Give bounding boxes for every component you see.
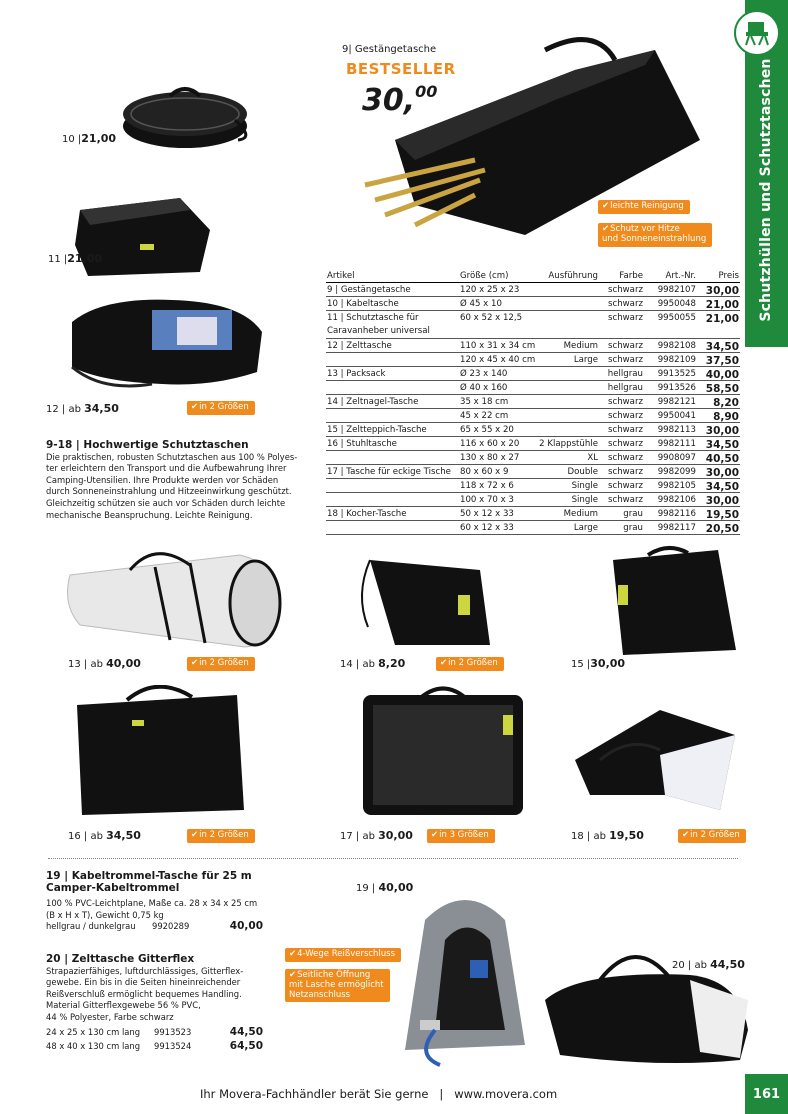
table-cell-aus: Large: [573, 523, 598, 533]
table-cell-farbe: schwarz: [608, 495, 643, 505]
table-cell-preis: 30,00: [705, 467, 739, 479]
table-cell-aus: Double: [567, 467, 598, 477]
table-cell-preis: 19,50: [705, 509, 739, 521]
badge-2-sizes: ✔in 2 Größen: [436, 657, 504, 671]
variant-price: 44,50: [229, 1025, 263, 1038]
table-cell-aus: Large: [573, 355, 598, 365]
product-image-table-bag: [358, 685, 528, 820]
table-cell-preis: 34,50: [705, 341, 739, 353]
table-cell-preis: 40,00: [705, 369, 739, 381]
table-row: [326, 507, 740, 521]
table-cell-nr: 9950041: [657, 411, 696, 421]
table-header: Ausführung: [548, 271, 598, 281]
table-cell-size: 65 x 55 x 20: [460, 425, 514, 435]
table-header: Artikel: [327, 271, 355, 281]
section-line: Camping-Utensilien. Ihre Produkte werden vor Schäden: [46, 474, 279, 485]
product-16-label: 16 | ab 34,50: [68, 829, 141, 842]
table-cell-nr: 9982121: [657, 397, 696, 407]
product-image-peg-bag: [350, 555, 495, 650]
badge-2-sizes: ✔in 2 Größen: [187, 657, 255, 671]
table-cell-size: Ø 45 x 10: [460, 299, 502, 309]
table-cell-aus: Medium: [563, 341, 598, 351]
featured-label: 9| Gestängetasche: [342, 44, 437, 55]
table-header: Preis: [718, 271, 739, 281]
product-10-label: 10 |21,00: [62, 132, 117, 145]
section-line: durch Sonneneinstrahlung und Hitzeeinwirkung geschützt.: [46, 486, 292, 497]
product-18-label: 18 | ab 19,50: [571, 829, 644, 842]
variant-nr: 9913524: [154, 1040, 192, 1051]
product-image-cable-drum-bag: [395, 880, 535, 1070]
table-cell-farbe: grau: [623, 523, 643, 533]
table-cell-art: 12 | Zelttasche: [327, 341, 392, 351]
table-cell-preis: 21,00: [705, 313, 739, 325]
table-cell-art: 17 | Tasche für eckige Tische: [327, 467, 451, 477]
table-cell-farbe: schwarz: [608, 397, 643, 407]
badge-2-sizes: ✔in 2 Größen: [678, 829, 746, 843]
table-cell-art: 16 | Stuhltasche: [327, 439, 397, 449]
table-cell-farbe: schwarz: [608, 341, 643, 351]
table-cell-nr: 9982099: [657, 467, 696, 477]
cable-bag-line: 100 % PVC-Leichtplane, Maße ca. 28 x 34 x 25 cm: [46, 898, 258, 909]
table-cell-nr: 9950048: [657, 299, 696, 309]
variant-price: 64,50: [229, 1039, 263, 1052]
check-icon: ✔: [289, 949, 297, 959]
table-row: [326, 297, 740, 311]
table-cell-aus: XL: [587, 453, 598, 463]
tent-bag-title: 20 | Zelttasche Gitterflex: [46, 953, 195, 965]
table-cell-farbe: hellgrau: [607, 369, 643, 379]
variant-size: 48 x 40 x 130 cm lang: [46, 1040, 141, 1051]
cable-bag-title: 19 | Kabeltrommel-Tasche für 25 m: [46, 870, 252, 882]
bestseller-tag: BESTSELLER: [346, 60, 456, 78]
section-line: Die praktischen, robusten Schutztaschen aus 100 % Polyes-: [46, 451, 298, 462]
product-image-chair-bag: [72, 685, 247, 820]
table-cell-preis: 34,50: [705, 439, 739, 451]
section-line: ter erleichtern den Transport und die Aufbewahrung Ihrer: [46, 463, 287, 474]
table-cell-farbe: hellgrau: [607, 383, 643, 393]
table-cell-nr: 9982117: [657, 523, 696, 533]
check-icon: ✔: [682, 830, 690, 840]
product-image-carpet-bag: [608, 545, 738, 660]
tent-bag-line: Strapazierfähiges, luftdurchlässiges, Gitterflex-: [46, 965, 244, 976]
check-icon: ✔: [440, 658, 448, 668]
table-cell-preis: 21,00: [705, 299, 739, 311]
product-14-label: 14 | ab 8,20: [340, 657, 406, 670]
table-header: Art.-Nr.: [665, 271, 696, 281]
table-cell-nr: 9982109: [657, 355, 696, 365]
badge-2-sizes: ✔in 2 Größen: [187, 401, 255, 415]
check-icon: ✔: [289, 970, 297, 980]
product-image-pack-sack: [60, 545, 285, 655]
table-cell-preis: 30,00: [705, 425, 739, 437]
table-cell-size: 116 x 60 x 20: [460, 439, 520, 449]
table-cell-nr: 9982116: [657, 509, 696, 519]
price-table: [326, 269, 740, 535]
check-icon: ✔: [191, 402, 199, 412]
table-row: [326, 521, 740, 535]
table-cell-size: Ø 23 x 140: [460, 369, 508, 379]
table-cell-farbe: schwarz: [608, 439, 643, 449]
table-cell-size: 100 x 70 x 3: [460, 495, 514, 505]
check-icon: ✔: [602, 201, 610, 211]
table-cell-nr: 9982106: [657, 495, 696, 505]
table-cell-aus: Single: [571, 481, 598, 491]
table-cell-aus: 2 Klappstühle: [539, 439, 598, 449]
product-13-label: 13 | ab 40,00: [68, 657, 141, 670]
product-17-label: 17 | ab 30,00: [340, 829, 413, 842]
section-description: [46, 440, 326, 521]
table-cell-nr: 9913526: [657, 383, 696, 393]
table-cell-art: 14 | Zeltnagel-Tasche: [327, 397, 419, 407]
variant-size: 24 x 25 x 130 cm lang: [46, 1026, 141, 1037]
table-cell-art: 15 | Zeltteppich-Tasche: [327, 425, 427, 435]
table-cell-size: 118 x 72 x 6: [460, 481, 514, 491]
product-20-label: 20 | ab 44,50: [672, 958, 745, 971]
table-cell-farbe: schwarz: [608, 425, 643, 435]
badge-heat-protect: ✔Schutz vor Hitze und Sonneneinstrahlung: [598, 223, 712, 247]
check-icon: ✔: [191, 658, 199, 668]
table-cell-nr: 9982111: [657, 439, 696, 449]
table-row: [326, 283, 740, 297]
table-cell-size: 45 x 22 cm: [460, 411, 509, 421]
table-cell-preis: 30,00: [705, 285, 739, 297]
table-cell-size: 35 x 18 cm: [460, 397, 509, 407]
cable-bag-description: [46, 871, 271, 934]
product-image-caravan-jack-bag: [70, 190, 215, 280]
cable-bag-price: 40,00: [229, 920, 263, 933]
product-image-stove-bag: [570, 705, 740, 815]
table-cell-art: 18 | Kocher-Tasche: [327, 509, 407, 519]
divider: [48, 858, 738, 859]
badge-2-sizes: ✔in 2 Größen: [187, 829, 255, 843]
table-header: Farbe: [619, 271, 643, 281]
badge-easy-clean: ✔leichte Reinigung: [598, 200, 690, 214]
table-cell-preis: 8,90: [713, 411, 739, 423]
product-image-tent-bag: [62, 292, 267, 392]
table-cell-nr: 9982113: [657, 425, 696, 435]
table-cell-preis: 20,50: [705, 523, 739, 535]
table-row: [326, 381, 740, 395]
table-row: [326, 423, 740, 437]
table-cell-aus: Single: [571, 495, 598, 505]
tent-bag-description: [46, 954, 271, 1055]
table-cell-preis: 34,50: [705, 481, 739, 493]
table-cell-preis: 8,20: [713, 397, 739, 409]
section-line: Gleichzeitig schützen sie auch vor Schäden durch leichte: [46, 497, 286, 508]
table-row: [326, 409, 740, 423]
table-cell-size: 60 x 12 x 33: [460, 523, 514, 533]
table-cell-size: 80 x 60 x 9: [460, 467, 509, 477]
table-cell-farbe: schwarz: [608, 453, 643, 463]
table-row: [326, 311, 740, 339]
table-cell-size: Ø 40 x 160: [460, 383, 508, 393]
tent-bag-line: Material Gitterflexgewebe 56 % PVC,: [46, 1000, 201, 1011]
variant-nr: 9913523: [154, 1026, 192, 1037]
check-icon: ✔: [191, 830, 199, 840]
table-cell-nr: 9982108: [657, 341, 696, 351]
table-cell-preis: 37,50: [705, 355, 739, 367]
table-cell-preis: 30,00: [705, 495, 739, 507]
table-row: [326, 353, 740, 367]
table-cell-size: 120 x 25 x 23: [460, 285, 520, 295]
table-cell-nr: 9950055: [657, 313, 696, 323]
product-image-gitterflex-bag: [540, 940, 750, 1070]
table-cell-preis: 40,50: [705, 453, 739, 465]
table-cell-size: 50 x 12 x 33: [460, 509, 514, 519]
table-row: [326, 493, 740, 507]
table-cell-size: 130 x 80 x 27: [460, 453, 520, 463]
table-cell-art: 13 | Packsack: [327, 369, 386, 379]
tent-bag-line: Reißverschluß ermöglicht bequemes Handling.: [46, 988, 242, 999]
table-cell-aus: Medium: [563, 509, 598, 519]
tent-bag-line: gewebe. Ein bis in die Seiten hineinreichender: [46, 977, 241, 988]
table-cell-size: 60 x 52 x 12,5: [460, 313, 523, 323]
check-icon: ✔: [431, 830, 439, 840]
table-row: [326, 367, 740, 381]
badge-4way-zipper: ✔4-Wege Reißverschluss: [285, 948, 401, 962]
table-cell-art: 9 | Gestängetasche: [327, 285, 411, 295]
table-cell-farbe: schwarz: [608, 481, 643, 491]
table-row: [326, 465, 740, 479]
table-cell-farbe: schwarz: [608, 299, 643, 309]
product-12-label: 12 | ab 34,50: [46, 402, 119, 415]
table-cell-farbe: schwarz: [608, 285, 643, 295]
table-cell-art: 11 | Schutztasche für: [327, 313, 419, 323]
table-cell-farbe: schwarz: [608, 313, 643, 323]
cable-bag-nr: 9920289: [152, 921, 190, 932]
section-line: mechanische Beanspruchung. Leichte Reinigung.: [46, 509, 253, 520]
table-row: [326, 339, 740, 353]
table-cell-farbe: schwarz: [608, 411, 643, 421]
table-row: [326, 479, 740, 493]
table-cell-art: 10 | Kabeltasche: [327, 299, 399, 309]
table-row: [326, 395, 740, 409]
table-header-row: [326, 269, 740, 283]
table-cell-nr: 9982105: [657, 481, 696, 491]
cable-bag-line: (B x H x T), Gewicht 0,75 kg: [46, 909, 164, 920]
page-number: 161: [745, 1074, 788, 1114]
table-cell-nr: 9908097: [657, 453, 696, 463]
product-image-cable-bag: [110, 78, 260, 158]
table-row: [326, 451, 740, 465]
cable-bag-color: hellgrau / dunkelgrau: [46, 921, 136, 932]
product-19-label: 19 | 40,00: [356, 881, 414, 894]
side-tab-title: Schutzhüllen und Schutztaschen: [758, 58, 774, 322]
featured-price: 30,00: [362, 82, 438, 118]
table-cell-art-line2: Caravanheber universal: [327, 326, 430, 336]
table-cell-nr: 9982107: [657, 285, 696, 295]
product-11-label: 11 |21,00: [48, 252, 103, 265]
tent-bag-line: 44 % Polyester, Farbe schwarz: [46, 1011, 174, 1022]
table-cell-farbe: schwarz: [608, 355, 643, 365]
table-cell-size: 120 x 45 x 40 cm: [460, 355, 536, 365]
table-row: [326, 437, 740, 451]
table-cell-size: 110 x 31 x 34 cm: [460, 341, 536, 351]
section-title: 9-18 | Hochwertige Schutztaschen: [46, 439, 249, 451]
tent-bag-variant: [46, 1027, 271, 1041]
badge-3-sizes: ✔in 3 Größen: [427, 829, 495, 843]
table-cell-farbe: schwarz: [608, 467, 643, 477]
table-cell-nr: 9913525: [657, 369, 696, 379]
product-15-label: 15 |30,00: [571, 657, 626, 670]
badge-side-opening: ✔Seitliche Öffnung mit Lasche ermöglicht Netzanschluss: [285, 969, 390, 1002]
cable-bag-variant: [46, 921, 271, 934]
footer-text: Ihr Movera-Fachhändler berät Sie gerne | www.movera.com: [200, 1087, 558, 1101]
table-cell-preis: 58,50: [705, 383, 739, 395]
table-header: Größe (cm): [460, 271, 509, 281]
check-icon: ✔: [602, 224, 610, 234]
cable-bag-subtitle: Camper-Kabeltrommel: [46, 881, 180, 894]
table-cell-farbe: grau: [623, 509, 643, 519]
tent-bag-variant: [46, 1041, 271, 1055]
camping-chair-icon: [734, 10, 780, 56]
